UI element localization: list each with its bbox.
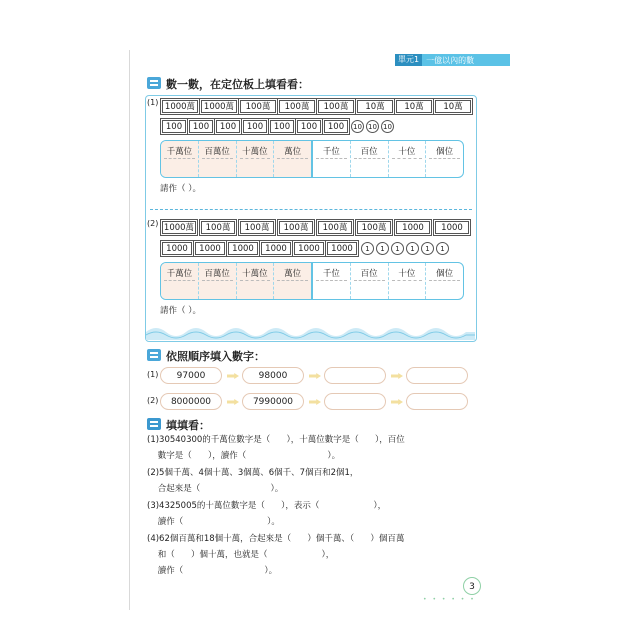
write-line [316, 158, 347, 159]
write-line [429, 158, 460, 159]
value-card: 100 [189, 120, 213, 133]
write-line [354, 158, 385, 159]
place-column[interactable] [274, 263, 313, 299]
question-line: (1)30540300的千萬位數字是（ ），十萬位數字是（ ），百位 [147, 435, 405, 445]
place-label: 千位 [322, 147, 340, 157]
question-line: 和（ ）個十萬，也就是（ ）， [147, 550, 335, 560]
place-label: 十位 [398, 147, 416, 157]
place-label: 個位 [436, 147, 454, 157]
coin-10: 10 [381, 120, 394, 133]
pencil-icon [147, 77, 161, 89]
chapter-title: 一億以內的數 [426, 55, 475, 65]
coin-1: 1 [376, 242, 389, 255]
section3-title: 填填看： [166, 419, 210, 432]
q2-place-value-table [160, 262, 464, 300]
place-label: 十位 [398, 269, 416, 279]
coin-10: 10 [366, 120, 379, 133]
q1-number: (1) [147, 98, 159, 107]
write-line [392, 158, 423, 159]
write-line [277, 158, 308, 159]
place-label: 十萬位 [242, 269, 268, 279]
place-column[interactable] [237, 263, 275, 299]
question-line: 合起來是（ ）。 [147, 484, 284, 494]
write-line [392, 280, 423, 281]
value-card: 1000 [294, 242, 324, 255]
write-line [429, 280, 460, 281]
place-label: 萬位 [284, 269, 302, 279]
place-column[interactable] [426, 263, 463, 299]
write-line [277, 280, 308, 281]
place-column[interactable] [351, 141, 389, 177]
chapter-header [395, 54, 510, 66]
place-label: 十萬位 [242, 147, 268, 157]
value-card: 100 [297, 120, 321, 133]
value-card: 10萬 [357, 100, 393, 113]
place-label: 百萬位 [204, 147, 230, 157]
value-card: 1000 [162, 242, 192, 255]
write-line [202, 158, 233, 159]
place-column[interactable] [274, 141, 313, 177]
place-column[interactable] [389, 263, 427, 299]
seq2-value-1: 8000000 [160, 393, 222, 410]
value-card: 1000 [327, 242, 357, 255]
value-card: 1000 [195, 242, 225, 255]
seq2-blank-1[interactable] [324, 393, 386, 410]
coin-1: 1 [436, 242, 449, 255]
place-column[interactable] [313, 141, 351, 177]
value-card: 1000 [396, 221, 430, 234]
q2-number: (2) [147, 219, 159, 228]
value-card: 100 [243, 120, 267, 133]
place-column[interactable] [237, 141, 275, 177]
coin-1: 1 [406, 242, 419, 255]
value-card: 100 [324, 120, 348, 133]
unit-label: 單元1 [395, 54, 422, 66]
value-card: 1000 [228, 242, 258, 255]
write-line [240, 280, 271, 281]
place-column[interactable] [389, 141, 427, 177]
question-line: (4)62個百萬和18個十萬，合起來是（ ）個千萬、（ ）個百萬 [147, 534, 405, 544]
coin-1: 1 [421, 242, 434, 255]
value-card: 100萬 [318, 221, 352, 234]
place-column[interactable] [161, 141, 199, 177]
write-line [164, 158, 195, 159]
place-label: 千萬位 [166, 269, 193, 279]
value-card: 10萬 [435, 100, 471, 113]
value-card: 100萬 [279, 100, 315, 113]
write-line [316, 280, 347, 281]
place-column[interactable] [426, 141, 463, 177]
write-line [202, 280, 233, 281]
write-line [164, 280, 195, 281]
value-card: 1000 [261, 242, 291, 255]
write-line [354, 280, 385, 281]
dots-decoration: • • • • • • [423, 596, 476, 603]
value-card: 100萬 [240, 221, 274, 234]
seq1-value-1: 97000 [160, 367, 222, 384]
question-line: 數字是（ ），讀作（ ）。 [147, 451, 341, 461]
value-card: 100萬 [279, 221, 313, 234]
seq1-value-2: 98000 [242, 367, 304, 384]
place-label: 百位 [360, 147, 378, 157]
value-card: 1000 [435, 221, 469, 234]
value-card: 100萬 [318, 100, 354, 113]
seq2-value-2: 7990000 [242, 393, 304, 410]
value-card: 1000萬 [201, 100, 237, 113]
place-column[interactable] [161, 263, 199, 299]
place-label: 千萬位 [166, 147, 193, 157]
seq1-number: (1) [147, 370, 159, 379]
value-card: 100萬 [201, 221, 235, 234]
place-column[interactable] [351, 263, 389, 299]
coin-1: 1 [391, 242, 404, 255]
place-column[interactable] [199, 141, 237, 177]
section1-title: 數一數，在定位板上填看看： [166, 78, 309, 91]
seq1-blank-1[interactable] [324, 367, 386, 384]
value-card: 100 [162, 120, 186, 133]
pencil-icon [147, 349, 161, 361]
question-line: 讀作（ ）。 [147, 517, 280, 527]
place-label: 千位 [322, 269, 340, 279]
q2-prompt: 請作（ ）。 [160, 306, 201, 316]
coin-1: 1 [361, 242, 374, 255]
write-line [240, 158, 271, 159]
place-label: 百萬位 [204, 269, 230, 279]
place-label: 百位 [360, 269, 378, 279]
place-column[interactable] [199, 263, 237, 299]
book-icon [147, 418, 161, 430]
value-card: 1000萬 [163, 223, 195, 233]
divider [150, 209, 472, 210]
page-number: 3 [463, 577, 481, 595]
seq2-number: (2) [147, 396, 159, 405]
wave-decoration [146, 322, 475, 340]
coin-10: 10 [351, 120, 364, 133]
value-card: 100萬 [357, 221, 391, 234]
seq2-blank-2[interactable] [406, 393, 468, 410]
value-card: 1000萬 [162, 100, 198, 113]
place-label: 萬位 [284, 147, 302, 157]
value-card: 100萬 [240, 100, 276, 113]
value-card: 100 [216, 120, 240, 133]
question-line: (2)5個千萬、4個十萬、3個萬、6個千、7個百和2個1， [147, 468, 359, 478]
place-column[interactable] [313, 263, 351, 299]
value-card: 100 [270, 120, 294, 133]
q1-prompt: 請作（ ）。 [160, 184, 201, 194]
question-line: 讀作（ ）。 [147, 566, 278, 576]
section2-title: 依照順序填入數字： [166, 350, 265, 363]
q1-place-value-table [160, 140, 464, 178]
value-card: 10萬 [396, 100, 432, 113]
place-label: 個位 [436, 269, 454, 279]
seq1-blank-2[interactable] [406, 367, 468, 384]
question-line: (3)4325005的十萬位數字是（ ），表示（ ）， [147, 501, 387, 511]
